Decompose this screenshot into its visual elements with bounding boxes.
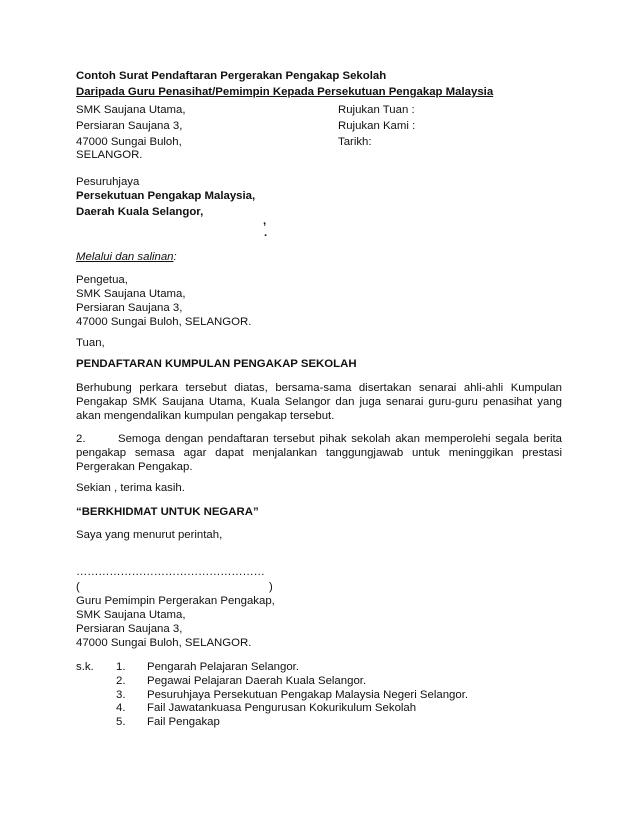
- reference-date: Tarikh:: [338, 136, 372, 148]
- signature-line-2: SMK Saujana Utama,: [76, 609, 186, 621]
- para1-line-2: Pengakap SMK Saujana Utama, Kuala Selangor dan juga senarai guru-guru penasihat yang: [76, 396, 562, 408]
- recipient-line-3: Daerah Kuala Selangor,: [76, 206, 204, 218]
- signature-line-4: 47000 Sungai Buloh, SELANGOR.: [76, 637, 252, 649]
- para1-line-1: Berhubung perkara tersebut diatas, bersama-sama disertakan senarai ahli-ahli Kumpulan: [76, 382, 562, 394]
- cc-item-number: 4.: [116, 702, 126, 714]
- signature-line: ……………………………………………: [76, 566, 265, 578]
- sender-line-4: SELANGOR.: [76, 149, 143, 161]
- title-line-1: Contoh Surat Pendaftaran Pergerakan Pengakap Sekolah: [76, 70, 387, 82]
- subject: PENDAFTARAN KUMPULAN PENGAKAP SEKOLAH: [76, 358, 357, 370]
- cc-item-number: 2.: [116, 675, 126, 687]
- title-line-2: Daripada Guru Penasihat/Pemimpin Kepada Persekutuan Pengakap Malaysia: [76, 86, 494, 98]
- para2-line-2: pengakap semasa agar dapat menjalankan tanggungjawab untuk meninggikan prestasi: [76, 447, 562, 459]
- signature-paren-close: ): [269, 581, 273, 593]
- via-colon: :: [173, 251, 177, 263]
- cc-item-text: Fail Pengakap: [147, 716, 220, 728]
- recipient-line-2: Persekutuan Pengakap Malaysia,: [76, 190, 256, 202]
- recipient-mark-2: .: [264, 227, 268, 239]
- para1-line-3: akan mengendalikan kumpulan pengakap tersebut.: [76, 410, 335, 422]
- recipient-mark-1: ,: [263, 215, 267, 227]
- sender-line-3: 47000 Sungai Buloh,: [76, 136, 182, 148]
- cc-item-text: Pesuruhjaya Persekutuan Pengakap Malaysia Negeri Selangor.: [147, 689, 469, 701]
- salutation: Tuan,: [76, 337, 105, 349]
- cc-item-text: Pegawai Pelajaran Daerah Kuala Selangor.: [147, 675, 367, 687]
- motto: “BERKHIDMAT UNTUK NEGARA”: [76, 506, 259, 518]
- via-line-1: Pengetua,: [76, 274, 128, 286]
- cc-item-number: 5.: [116, 716, 126, 728]
- via-line-3: Persiaran Saujana 3,: [76, 302, 183, 314]
- reference-tuan: Rujukan Tuan :: [338, 104, 415, 116]
- cc-item-number: 3.: [116, 689, 126, 701]
- para2-number: 2.: [76, 433, 86, 445]
- cc-label: s.k.: [76, 661, 94, 673]
- sender-line-2: Persiaran Saujana 3,: [76, 120, 183, 132]
- yours-faithfully: Saya yang menurut perintah,: [76, 529, 223, 541]
- para2-line-3: Pergerakan Pengakap.: [76, 461, 193, 473]
- signature-line-3: Persiaran Saujana 3,: [76, 623, 183, 635]
- reference-kami: Rujukan Kami :: [338, 120, 416, 132]
- cc-item-text: Fail Jawatankuasa Pengurusan Kokurikulum Sekolah: [147, 702, 417, 714]
- via-line-2: SMK Saujana Utama,: [76, 288, 186, 300]
- via-line-4: 47000 Sungai Buloh, SELANGOR.: [76, 316, 252, 328]
- signature-line-1: Guru Pemimpin Pergerakan Pengakap,: [76, 595, 275, 607]
- via-label: Melalui dan salinan: [76, 251, 174, 263]
- recipient-line-1: Pesuruhjaya: [76, 176, 140, 188]
- cc-item-text: Pengarah Pelajaran Selangor.: [147, 661, 299, 673]
- via-heading: [76, 250, 177, 264]
- signature-paren-open: (: [76, 581, 80, 593]
- sender-line-1: SMK Saujana Utama,: [76, 104, 186, 116]
- cc-item-number: 1.: [116, 661, 126, 673]
- para2-line-1: Semoga dengan pendaftaran tersebut pihak sekolah akan memperolehi segala berita: [118, 433, 562, 445]
- closing: Sekian , terima kasih.: [76, 482, 185, 494]
